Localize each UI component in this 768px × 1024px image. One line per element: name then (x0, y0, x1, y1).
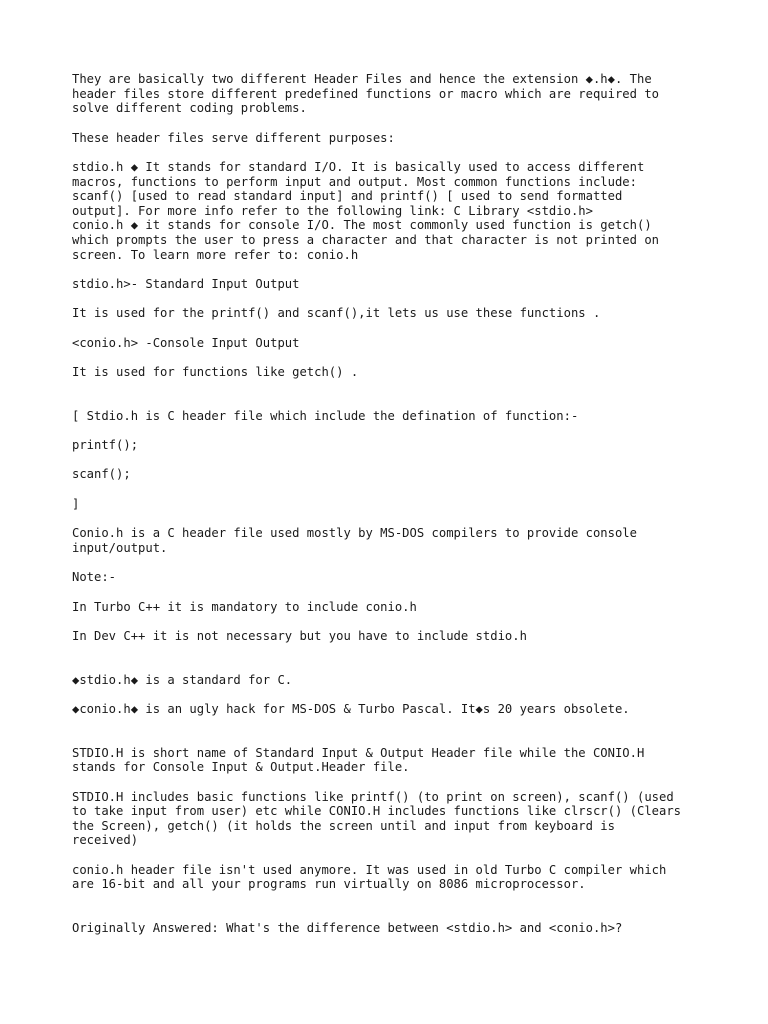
text-line: stands for Console Input & Output.Header file. (72, 760, 410, 775)
text-line: These header files serve different purposes: (72, 130, 395, 145)
text-line: header files store different predefined functions or macro which are required to (72, 86, 659, 101)
paragraph-conio-hack (72, 702, 712, 717)
text-line: input/output. (72, 540, 168, 555)
text-line: conio.h header file isn't used anymore. It was used in old Turbo C compiler which (72, 862, 667, 877)
paragraph-conio-heading (72, 336, 712, 351)
text-line: ] (72, 496, 80, 511)
text-line: solve different coding problems. (72, 101, 307, 116)
paragraph-purposes (72, 131, 712, 146)
text-line: screen. To learn more refer to: conio.h (72, 247, 359, 262)
text-line: STDIO.H is short name of Standard Input & Output Header file while the CONIO.H (72, 745, 645, 760)
paragraph-stdio-usage (72, 306, 712, 321)
paragraph-note (72, 570, 712, 585)
text-line: stdio.h>- Standard Input Output (72, 276, 300, 291)
text-line: ◆conio.h◆ is an ugly hack for MS-DOS & Turbo Pascal. It◆s 20 years obsolete. (72, 702, 630, 716)
text-line: to take input from user) etc while CONIO.H includes functions like clrscr() (Clears (72, 804, 682, 819)
paragraph-close-bracket (72, 497, 712, 512)
text-line: Originally Answered: What's the difference between <stdio.h> and <conio.h>? (72, 920, 623, 935)
text-line: the Screen), getch() (it holds the screen until and input from keyboard is (72, 818, 615, 833)
text-line: received) (72, 833, 139, 848)
paragraph-dev (72, 629, 712, 644)
text-line: Note:- (72, 570, 117, 585)
text-line: It is used for functions like getch() . (72, 365, 359, 380)
paragraph-conio-msdos (72, 526, 712, 555)
text-line: are 16-bit and all your programs run virtually on 8086 microprocessor. (72, 877, 586, 892)
paragraph-scanf (72, 467, 712, 482)
text-line: macros, functions to perform input and output. Most common functions include: (72, 174, 637, 189)
text-line: output]. For more info refer to the following link: C Library <stdio.h> (72, 203, 593, 218)
text-line: STDIO.H includes basic functions like printf() (to print on screen), scanf() (used (72, 789, 674, 804)
paragraph-stdio-standard (72, 673, 712, 688)
document-body (72, 72, 712, 936)
text-line: scanf() [used to read standard input] and printf() [ used to send formatted (72, 189, 623, 204)
paragraph-turbo (72, 600, 712, 615)
text-line: ◆stdio.h◆ is a standard for C. (72, 672, 293, 687)
text-line: It is used for the printf() and scanf(),it lets us use these functions . (72, 306, 601, 321)
paragraph-definitions (72, 160, 712, 262)
text-line: printf(); (72, 438, 139, 453)
text-line: scanf(); (72, 467, 131, 482)
paragraph-obsolete (72, 863, 712, 892)
text-line: In Turbo C++ it is mandatory to include conio.h (72, 599, 417, 614)
paragraph-short-names (72, 746, 712, 775)
text-line: conio.h ◆ it stands for console I/O. The most commonly used function is getch() (72, 218, 652, 233)
text-line: <conio.h> -Console Input Output (72, 335, 300, 350)
text-line: [ Stdio.h is C header file which include the defination of function:- (72, 408, 579, 423)
paragraph-functions (72, 790, 712, 848)
paragraph-originally-answered (72, 921, 712, 936)
paragraph-stdio-definition (72, 409, 712, 424)
text-line: which prompts the user to press a character and that character is not printed on (72, 232, 659, 247)
paragraph-intro (72, 72, 712, 116)
paragraph-stdio-heading (72, 277, 712, 292)
paragraph-conio-usage (72, 365, 712, 380)
text-line: In Dev C++ it is not necessary but you have to include stdio.h (72, 629, 527, 644)
text-line: stdio.h ◆ It stands for standard I/O. It is basically used to access different (72, 159, 645, 174)
text-line: They are basically two different Header Files and hence the extension ◆.h◆. The (72, 72, 652, 86)
text-line: Conio.h is a C header file used mostly by MS-DOS compilers to provide console (72, 526, 637, 541)
paragraph-printf (72, 438, 712, 453)
